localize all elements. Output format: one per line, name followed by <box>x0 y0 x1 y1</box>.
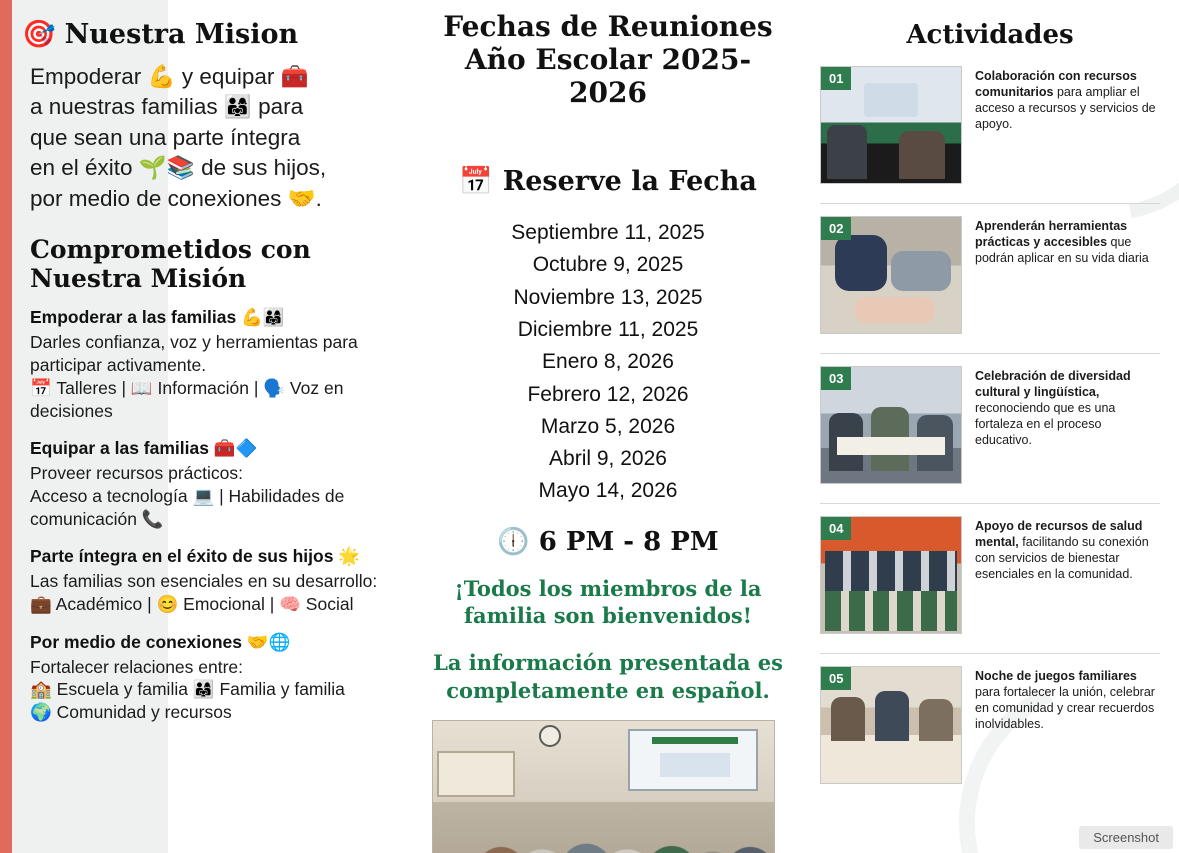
meeting-dates-list <box>432 219 784 505</box>
left-accent-bar <box>0 0 12 853</box>
activity-description-bold: Apoyo de recursos de salud mental, <box>975 519 1143 549</box>
activity-description-rest: reconociendo que es una fortaleza en el proceso educativo. <box>975 401 1116 447</box>
photo-logo <box>864 83 918 117</box>
target-icon: 🎯 <box>22 19 56 50</box>
photo-person <box>899 131 945 179</box>
mission-line: Empoderar 💪 y equipar 🧰 <box>30 64 309 89</box>
activity-number: 02 <box>821 217 851 240</box>
photo-certificates <box>837 437 945 455</box>
activity-description <box>975 66 1160 184</box>
list-item: Octubre 9, 2025 <box>532 253 684 277</box>
list-item: Noviembre 13, 2025 <box>513 285 703 309</box>
commitment-block-items: Acceso a tecnología 💻 | Habilidades de comunicación 📞 <box>30 485 345 529</box>
commitment-heading: Comprometidos con Nuestra Misión <box>30 234 311 293</box>
commitment-block <box>30 307 422 422</box>
commitment-block-heading: Por medio de conexiones 🤝🌐 <box>30 631 291 652</box>
commitment-block <box>30 632 422 724</box>
activity-thumbnail <box>820 216 962 334</box>
commitment-block-heading: Parte íntegra en el éxito de sus hijos 🌟 <box>30 546 361 567</box>
photo-screen-title <box>652 737 738 744</box>
mission-line: que sean una parte íntegra <box>30 124 301 150</box>
activity-thumbnail <box>820 666 962 784</box>
activity-description <box>975 666 1160 784</box>
activity-item <box>820 503 1160 644</box>
activity-thumbnail <box>820 516 962 634</box>
meetings-title-line1: Fechas de Reuniones <box>443 10 773 43</box>
list-item: Marzo 5, 2026 <box>540 414 676 438</box>
commitment-block-items: 📅 Talleres | 📖 Información | 🗣️ Voz en decisiones <box>30 377 344 421</box>
mission-statement <box>22 62 422 214</box>
photo-people <box>433 802 774 853</box>
commitment-block-items-secondary: 🌍 Comunidad y recursos <box>30 702 232 723</box>
mission-column <box>22 18 422 740</box>
activity-thumbnail <box>820 66 962 184</box>
save-the-date-text: Reserve la Fecha <box>502 165 757 197</box>
save-the-date-heading <box>432 165 784 197</box>
photo-clock <box>539 725 561 747</box>
list-item: Enero 8, 2026 <box>542 350 674 374</box>
activity-item <box>820 203 1160 344</box>
mission-line: por medio de conexiones 🤝. <box>30 185 322 211</box>
photo-person <box>827 125 867 179</box>
photo-projector-screen <box>628 729 758 791</box>
activity-item <box>820 66 1160 194</box>
activities-column <box>820 20 1160 803</box>
activity-number: 03 <box>821 367 851 390</box>
activity-description-bold: Celebración de diversidad cultural y lingüística, <box>975 369 1131 399</box>
activity-item <box>820 653 1160 794</box>
photo-person <box>919 699 953 741</box>
list-item: Mayo 14, 2026 <box>538 479 678 503</box>
mission-title-text: Nuestra Mision <box>64 18 299 50</box>
photo-person <box>891 251 951 291</box>
activity-description-rest: facilitando su conexión con servicios de bienestar esenciales en la comunidad. <box>975 535 1149 581</box>
meetings-column <box>432 10 784 853</box>
welcome-message: ¡Todos los miembros de la familia son bienvenidos! <box>454 575 762 629</box>
commitment-block-items: 🏫 Escuela y familia 👨‍👩‍👧 Familia y familia <box>30 679 345 700</box>
commitment-block <box>30 438 422 530</box>
activity-item <box>820 353 1160 494</box>
screenshot-badge[interactable]: Screenshot <box>1079 826 1173 849</box>
activity-description <box>975 516 1160 634</box>
activity-number: 05 <box>821 667 851 690</box>
activity-description-bold: Noche de juegos familiares <box>975 669 1137 683</box>
photo-person <box>835 235 887 291</box>
photo-whiteboard <box>437 751 515 797</box>
calendar-icon: 📅 <box>459 166 493 198</box>
mission-line: en el éxito 🌱📚 de sus hijos, <box>30 155 327 181</box>
activity-number: 04 <box>821 517 851 540</box>
list-item: Septiembre 11, 2025 <box>511 221 705 245</box>
photo-table <box>821 735 961 783</box>
commitment-block-body: Proveer recursos prácticos: <box>30 463 243 484</box>
photo-person <box>831 697 865 741</box>
commitment-block-heading: Equipar a las familias 🧰🔷 <box>30 438 258 459</box>
activity-description-rest: para fortalecer la unión, celebrar en comunidad y crear recuerdos inolvidables. <box>975 685 1155 731</box>
activities-title: Actividades <box>906 20 1074 50</box>
meetings-title <box>432 10 784 109</box>
activity-description-rest: que podrán aplicar en su vida diaria <box>975 235 1149 265</box>
meeting-time-text: 6 PM - 8 PM <box>538 526 719 557</box>
clock-icon: 🕕 <box>497 526 530 557</box>
commitment-block-items: 💼 Académico | 😊 Emocional | 🧠 Social <box>30 594 354 614</box>
activity-description <box>975 216 1160 334</box>
list-item: Febrero 12, 2026 <box>527 382 689 406</box>
photo-group-front-row <box>825 591 957 631</box>
photo-person <box>875 691 909 741</box>
activity-description-rest: para ampliar el acceso a recursos y servicios de apoyo. <box>975 85 1156 131</box>
activity-description-bold: Aprenderán herramientas prácticas y accesibles <box>975 219 1128 249</box>
commitment-block <box>30 546 422 615</box>
photo-cpr-manikin <box>855 297 935 323</box>
commitment-block-body: Fortalecer relaciones entre: <box>30 656 244 677</box>
list-item: Diciembre 11, 2025 <box>517 317 699 341</box>
meeting-time <box>432 527 784 557</box>
activity-thumbnail <box>820 366 962 484</box>
spanish-language-note: La información presentada es completamente en español. <box>433 650 783 703</box>
photo-screen-body <box>660 753 730 777</box>
mission-heading <box>22 18 422 50</box>
commitment-block-body: Las familias son esenciales en su desarrollo: <box>30 571 378 592</box>
activity-description-bold: Colaboración con recursos comunitarios <box>975 69 1137 99</box>
commitment-block-heading: Empoderar a las familias 💪👨‍👩‍👧 <box>30 307 285 328</box>
meetings-title-line2: Año Escolar 2025-2026 <box>464 43 752 110</box>
group-photo <box>432 720 775 853</box>
activity-number: 01 <box>821 67 851 90</box>
mission-line: a nuestras familias 👨‍👩‍👧 para <box>30 94 304 120</box>
activity-description <box>975 366 1160 484</box>
list-item: Abril 9, 2026 <box>549 447 667 471</box>
commitment-block-body: Darles confianza, voz y herramientas para participar activamente. <box>30 332 358 375</box>
photo-group-back-row <box>825 551 957 591</box>
